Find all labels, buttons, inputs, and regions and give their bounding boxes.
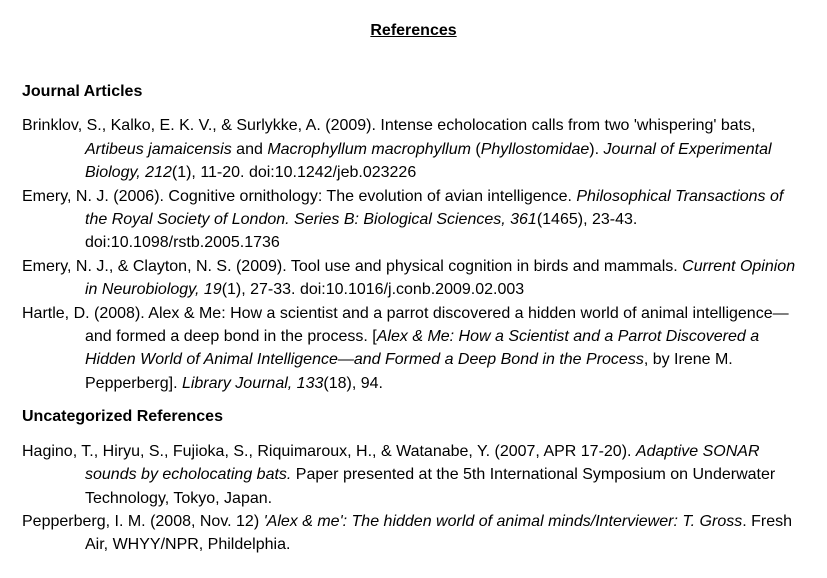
page-title: References: [370, 22, 457, 39]
reference-italic-text: Phyllostomidae: [480, 140, 590, 158]
reference-entry: [22, 510, 805, 557]
reference-entry: [22, 302, 805, 396]
reference-list-uncategorized: [22, 440, 805, 557]
reference-text: (1), 27-33. doi:10.1016/j.conb.2009.02.003: [221, 281, 525, 299]
reference-text: Brinklov, S., Kalko, E. K. V., & Surlykke, A. (2009). Intense echolocation calls from two 'whispering' bats,: [22, 117, 756, 135]
reference-text: . Fresh Air, WHYY/NPR, Phildelphia.: [85, 512, 793, 554]
reference-italic-text: Artibeus jamaicensis: [85, 140, 232, 158]
reference-text: (1), 11-20. doi:10.1242/jeb.023226: [171, 164, 417, 182]
reference-entry: [22, 255, 805, 302]
reference-italic-text: Current Opinion in Neurobiology, 19: [85, 257, 796, 299]
section-heading-journal-articles: Journal Articles: [22, 83, 143, 100]
reference-entry: [22, 440, 805, 510]
reference-list-journal-articles: [22, 114, 805, 395]
reference-italic-text: Library Journal, 133: [181, 374, 324, 392]
reference-text: Emery, N. J., & Clayton, N. S. (2009). Tool use and physical cognition in birds and mammals.: [22, 257, 683, 275]
reference-entry: [22, 185, 805, 255]
reference-text: Hagino, T., Hiryu, S., Fujioka, S., Riquimaroux, H., & Watanabe, Y. (2007, APR 17-20).: [22, 442, 636, 460]
reference-text: Pepperberg, I. M. (2008, Nov. 12): [22, 512, 264, 530]
reference-text: (1465), 23-43. doi:10.1098/rstb.2005.1736: [85, 211, 638, 252]
reference-text: Paper presented at the 5th International Symposium on Underwater Technology, Tokyo, Japan.: [85, 466, 776, 507]
reference-italic-text: 'Alex & me': The hidden world of animal minds/Interviewer: T. Gross: [263, 512, 743, 530]
reference-text: (: [470, 140, 481, 158]
reference-italic-text: Journal of Experimental Biology, 212: [85, 140, 772, 182]
reference-text: , by Irene M. Pepperberg].: [85, 351, 733, 392]
reference-italic-text: Macrophyllum macrophyllum: [267, 140, 471, 158]
reference-text: and: [231, 140, 268, 158]
reference-entry: [22, 114, 805, 184]
section-heading-uncategorized-references: Uncategorized References: [22, 408, 223, 426]
reference-italic-text: Alex & Me: How a Scientist and a Parrot Discovered a Hidden World of Animal Intelligence—and Formed a Deep Bond in the Process: [85, 328, 760, 369]
reference-italic-text: Philosophical Transactions of the Royal Society of London. Series B: Biological Sciences, 361: [85, 187, 784, 229]
reference-italic-text: Adaptive SONAR sounds by echolocating bats.: [85, 442, 760, 484]
reference-text: ).: [589, 140, 604, 158]
reference-text: Emery, N. J. (2006). Cognitive ornithology: The evolution of avian intelligence.: [22, 187, 577, 205]
reference-text: Hartle, D. (2008). Alex & Me: How a scientist and a parrot discovered a hidden world of animal intelligence—and formed a deep bond in the process. [: [22, 304, 789, 346]
reference-text: (18), 94.: [323, 374, 383, 392]
